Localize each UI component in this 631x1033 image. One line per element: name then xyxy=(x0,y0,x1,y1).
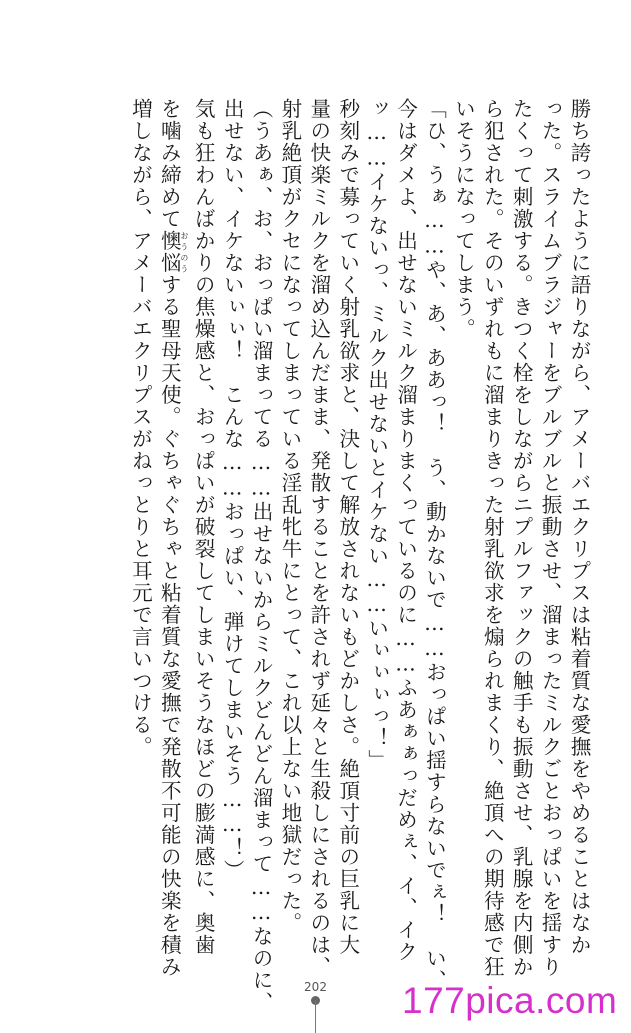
text-line: 今はダメよ、出せないミルク溜まりまくっているのに……ふあぁぁっだめぇ、イ、イク xyxy=(393,98,418,963)
text-line: 気も狂わんばかりの焦燥感と、おっぱいが破裂してしまいそうなほどの膨満感に、奥歯 xyxy=(191,98,216,956)
text-line: 出せない、イケないぃぃ！ こんな……おっぱい、弾けてしまいそう……！） xyxy=(220,98,245,882)
text-line: 射乳絶頂がクセになってしまっている淫乱牝牛にとって、これ以上ない地獄だった。 xyxy=(277,98,302,934)
text-line: を噛み締めて懊悩おうのうする聖母天使。ぐちゃぐちゃと粘着質な愛撫で発散不可能の快楽を積み xyxy=(157,98,189,978)
text-line: 「ひ、うぁ……や、あ、ああっ！ う、動かないで……おっぱい揺すらないでぇ！ い、 xyxy=(422,98,447,992)
text-line: ら犯された。そのいずれもに溜まりきった射乳欲求を煽られまくり、絶頂への期待感で狂 xyxy=(480,98,505,978)
text-line: 勝ち誇ったように語りながら、アメーバエクリプスは粘着質な愛撫をやめることはなか xyxy=(567,98,591,956)
text-line: たくって刺激する。きつく栓をしながらニプルファックの触手も振動させ、乳腺を内側か xyxy=(509,98,534,978)
text-line: った。スライムブラジャーをブルブルと振動させ、溜まったミルクごとおっぱいを揺すり xyxy=(538,98,563,978)
text-line: 秒刻みで募っていく射乳欲求と、決して解放されないもどかしさ。絶頂寸前の巨乳に大 xyxy=(335,98,360,956)
text-line: （うあぁ、お、おっぱい溜まってる……出せないからミルクどんどん溜まって……なのに、 xyxy=(249,98,274,1014)
watermark-text: 177pica.com xyxy=(402,980,618,1021)
text-line: いそうになってしまう。 xyxy=(451,98,476,340)
text-line: 増しながら、アメーバエクリプスがねっとりと耳元で言いつける。 xyxy=(128,98,153,758)
page-number: 202 xyxy=(304,980,327,994)
text-line: 量の快楽ミルクを溜め込んだまま、発散することを許されず延々と生殺しにされるのは、 xyxy=(306,98,331,978)
ruby-annotation: 懊悩おうのう xyxy=(157,230,189,274)
folio-line-ornament xyxy=(315,1000,316,1033)
text-line: ッ……イケないっ、ミルク出せないとイケない……いぃぃぃっ！」 xyxy=(364,98,389,772)
